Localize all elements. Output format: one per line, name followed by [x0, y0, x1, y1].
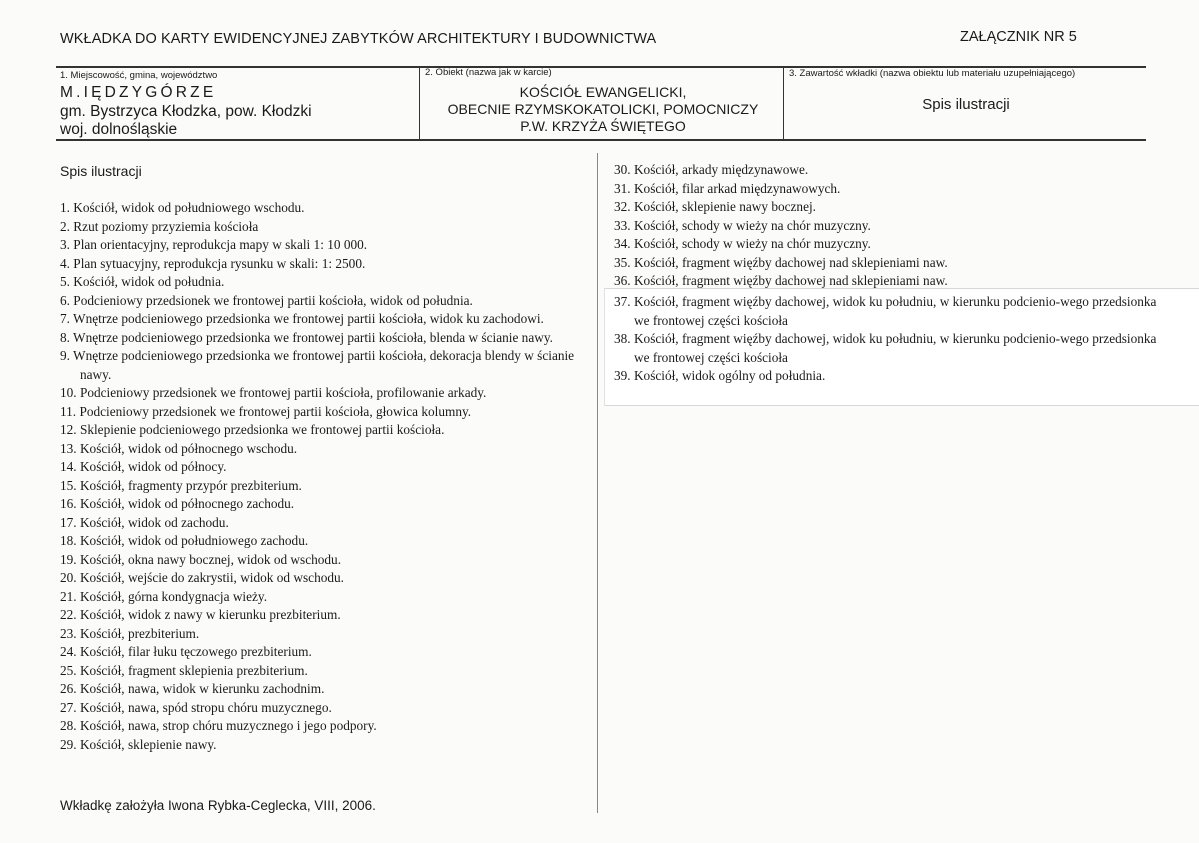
field2-line3: P.W. KRZYŻA ŚWIĘTEGO — [520, 118, 686, 134]
illustration-list-left — [60, 199, 575, 754]
list-item: 21. Kościół, górna kondygnacja wieży. — [60, 588, 268, 604]
illustration-list-slip — [614, 293, 1159, 386]
list-item: 38. Kościół, fragment więźby dachowej, widok ku południu, w kierunku podcienio-wego przedsionka we frontowej części kościoła — [614, 331, 1157, 365]
list-item: 10. Podcieniowy przedsionek we frontowej partii kościoła, profilowanie arkady. — [60, 385, 487, 400]
field2-line2: OBECNIE RZYMSKOKATOLICKI, POMOCNICZY — [447, 101, 759, 117]
list-item: 5. Kościół, widok od południa. — [60, 274, 225, 289]
list-item: 23. Kościół, prezbiterium. — [60, 625, 200, 641]
field1-commune: gm. Bystrzyca Kłodzka, pow. Kłodzki — [60, 103, 312, 120]
list-item: 8. Wnętrze podcieniowego przedsionka we frontowej partii kościoła, blenda w ścianie nawy. — [60, 329, 553, 345]
field2-line1: KOŚCIÓŁ EWANGELICKI, — [519, 84, 687, 100]
list-item: 4. Plan sytuacyjny, reprodukcja rysunku w skali: 1: 2500. — [60, 255, 366, 271]
list-item: 37. Kościół, fragment więźby dachowej, widok ku południu, w kierunku podcienio-wego przedsionka we frontowej części kościoła — [614, 294, 1157, 328]
header-rule-bottom — [56, 139, 1146, 141]
list-item: 13. Kościół, widok od północnego wschodu. — [60, 440, 298, 456]
list-item: 27. Kościół, nawa, spód stropu chóru muzycznego. — [60, 699, 332, 715]
list-item: 33. Kościół, schody w wieży na chór muzyczny. — [614, 217, 871, 233]
illustration-list-right — [614, 161, 1174, 291]
list-item: 18. Kościół, widok od południowego zachodu. — [60, 533, 309, 548]
list-item: 28. Kościół, nawa, strop chóru muzycznego i jego podpory. — [60, 718, 377, 733]
list-item: 6. Podcieniowy przedsionek we frontowej partii kościoła, widok od południa. — [60, 292, 473, 308]
list-item: 2. Rzut poziomy przyziemia kościoła — [60, 218, 259, 234]
field-divider-1 — [419, 66, 420, 140]
column-divider — [597, 153, 598, 813]
list-item: 11. Podcieniowy przedsionek we frontowej partii kościoła, głowica kolumny. — [60, 403, 472, 419]
list-item: 9. Wnętrze podcieniowego przedsionka we frontowej partii kościoła, dekoracja blendy w ścianie nawy. — [60, 348, 575, 382]
field2-caption: 2. Obiekt (nazwa jak w karcie) — [425, 67, 552, 78]
list-item: 1. Kościół, widok od południowego wschodu. — [60, 200, 305, 215]
list-item: 34. Kościół, schody w wieży na chór muzyczny. — [614, 236, 871, 251]
annex-label: ZAŁĄCZNIK NR 5 — [960, 29, 1077, 45]
list-item: 3. Plan orientacyjny, reprodukcja mapy w skali 1: 10 000. — [60, 237, 368, 252]
list-item: 12. Sklepienie podcieniowego przedsionka we frontowej partii kościoła. — [60, 422, 445, 437]
list-item: 15. Kościół, fragmenty przypór prezbiterium. — [60, 477, 302, 493]
field1-voivodeship: woj. dolnośląskie — [60, 121, 178, 138]
list-item: 7. Wnętrze podcieniowego przedsionka we frontowej partii kościoła, widok ku zachodowi. — [60, 311, 544, 326]
field1-town: M.IĘDZYGÓRZE — [60, 84, 217, 101]
list-item: 17. Kościół, widok od zachodu. — [60, 514, 229, 530]
field3-value: Spis ilustracji — [922, 96, 1010, 113]
list-item: 19. Kościół, okna nawy bocznej, widok od wschodu. — [60, 551, 342, 567]
list-item: 31. Kościół, filar arkad międzynawowych. — [614, 180, 841, 196]
list-item: 32. Kościół, sklepienie nawy bocznej. — [614, 199, 816, 214]
document-title: WKŁADKA DO KARTY EWIDENCYJNEJ ZABYTKÓW ARCHITEKTURY I BUDOWNICTWA — [60, 31, 657, 47]
list-item: 25. Kościół, fragment sklepienia prezbiterium. — [60, 662, 308, 678]
list-item: 35. Kościół, fragment więźby dachowej nad sklepieniami naw. — [614, 254, 948, 270]
list-item: 26. Kościół, nawa, widok w kierunku zachodnim. — [60, 681, 325, 696]
list-item: 14. Kościół, widok od północy. — [60, 459, 227, 474]
footer-author: Wkładkę założyła Iwona Rybka-Ceglecka, VIII, 2006. — [60, 798, 376, 813]
list-item: 39. Kościół, widok ogólny od południa. — [614, 368, 826, 383]
list-item: 30. Kościół, arkady międzynawowe. — [614, 162, 809, 177]
list-item: 36. Kościół, fragment więźby dachowej nad sklepieniami naw. — [614, 273, 948, 288]
list-item: 16. Kościół, widok od północnego zachodu. — [60, 496, 295, 511]
field1-caption: 1. Miejscowość, gmina, województwo — [60, 70, 218, 81]
field3-caption: 3. Zawartość wkładki (nazwa obiektu lub materiału uzupełniającego) — [789, 68, 1076, 79]
list-item: 22. Kościół, widok z nawy w kierunku prezbiterium. — [60, 607, 341, 622]
list-item: 29. Kościół, sklepienie nawy. — [60, 736, 217, 752]
list-item: 20. Kościół, wejście do zakrystii, widok od wschodu. — [60, 570, 344, 585]
list-item: 24. Kościół, filar łuku tęczowego prezbiterium. — [60, 644, 312, 659]
section-title: Spis ilustracji — [60, 163, 142, 179]
